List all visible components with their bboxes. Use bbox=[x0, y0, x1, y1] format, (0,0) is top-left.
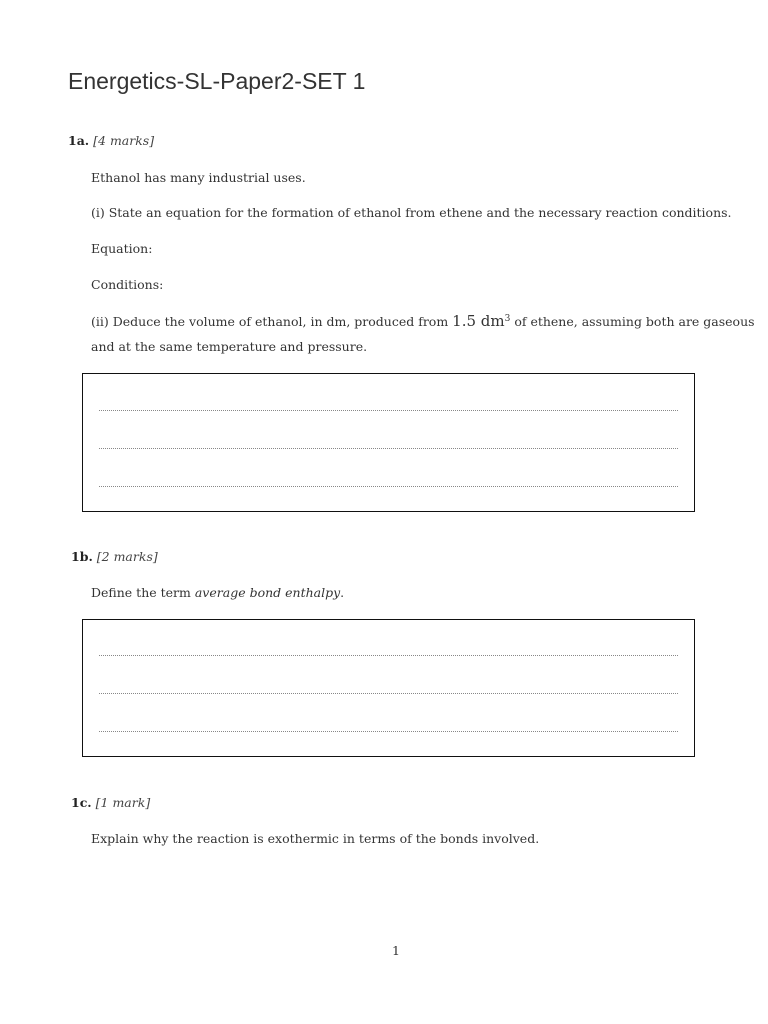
marks-label: [1 mark] bbox=[95, 795, 151, 810]
part-ii-text-after: of ethene, assuming both are gaseous bbox=[510, 314, 755, 329]
question-part-i: (i) State an equation for the formation of ethanol from ethene and the necessary reaction conditions. bbox=[91, 205, 732, 220]
answer-line bbox=[99, 448, 678, 449]
volume-value: 1.5 dm bbox=[452, 312, 505, 330]
text-after: . bbox=[340, 585, 345, 600]
question-1b-text bbox=[91, 585, 344, 600]
answer-line bbox=[99, 486, 678, 487]
answer-line bbox=[99, 693, 678, 694]
question-intro: Ethanol has many industrial uses. bbox=[91, 170, 306, 185]
volume-exponent: 3 bbox=[504, 313, 511, 324]
answer-line bbox=[99, 655, 678, 656]
term-emphasis: average bond enthalpy bbox=[194, 585, 341, 600]
question-number: 1a. bbox=[68, 133, 90, 148]
answer-box-1a[interactable] bbox=[82, 373, 695, 512]
question-1b-header bbox=[71, 549, 158, 564]
question-part-ii-line2: and at the same temperature and pressure. bbox=[91, 339, 368, 354]
marks-label: [4 marks] bbox=[93, 133, 155, 148]
question-1c-header bbox=[71, 795, 150, 810]
equation-label: Equation: bbox=[91, 241, 153, 256]
text-before: Define the term bbox=[91, 585, 195, 600]
page-title: Energetics-SL-Paper2-SET 1 bbox=[68, 68, 366, 94]
page-number: 1 bbox=[392, 943, 400, 958]
question-1c-text: Explain why the reaction is exothermic in terms of the bonds involved. bbox=[91, 831, 540, 846]
question-number: 1c. bbox=[71, 795, 92, 810]
answer-box-1b[interactable] bbox=[82, 619, 695, 757]
answer-line bbox=[99, 410, 678, 411]
marks-label: [2 marks] bbox=[96, 549, 158, 564]
answer-line bbox=[99, 731, 678, 732]
part-ii-text: (ii) Deduce the volume of ethanol, in dm, produced from bbox=[91, 314, 453, 329]
question-number: 1b. bbox=[71, 549, 93, 564]
question-1a-header bbox=[68, 133, 154, 148]
conditions-label: Conditions: bbox=[91, 277, 164, 292]
question-part-ii bbox=[91, 312, 755, 330]
